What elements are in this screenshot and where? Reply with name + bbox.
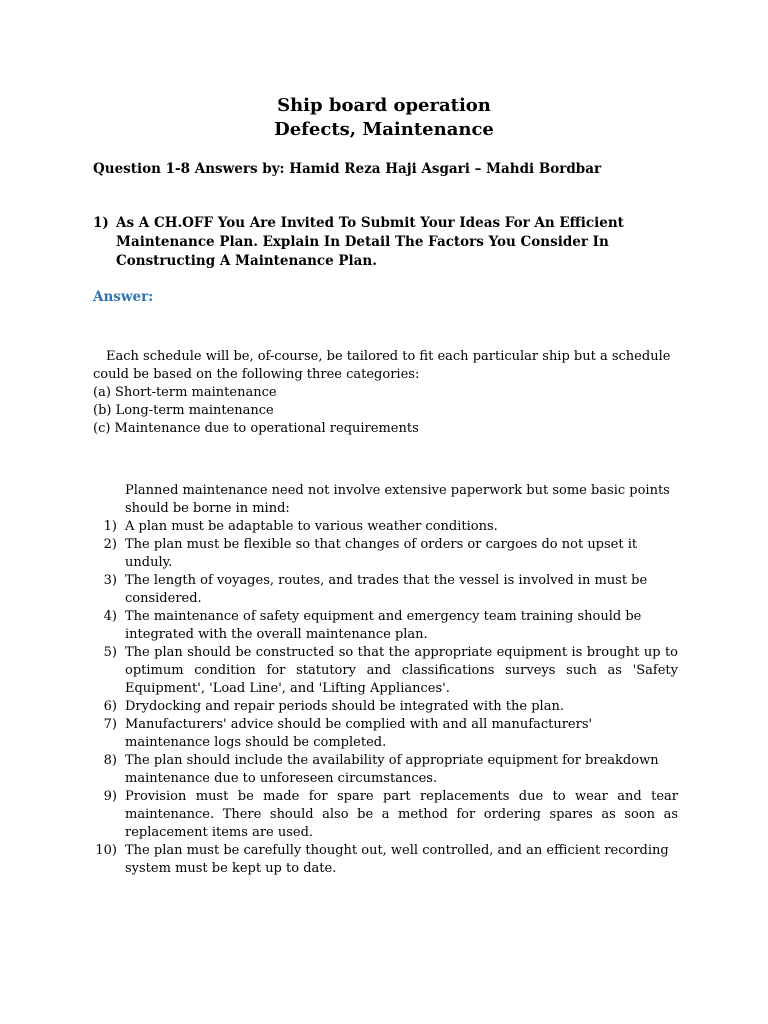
list-item-number: 9) xyxy=(103,789,117,804)
question-text: As A CH.OFF You Are Invited To Submit Your Ideas For An Efficient Maintenance Plan. Explain In Detail The Factors You Consider In Constructing A Maintenance Plan. xyxy=(116,215,624,269)
answer-intro xyxy=(93,348,683,438)
points-intro: Planned maintenance need not involve extensive paperwork but some basic points should be borne in mind: xyxy=(125,483,670,516)
list-item xyxy=(93,842,678,878)
list-item-number: 6) xyxy=(103,699,117,714)
list-item-number: 3) xyxy=(103,573,117,588)
category-item: (a) Short-term maintenance xyxy=(93,385,277,400)
list-item xyxy=(93,572,678,608)
list-item-text: The maintenance of safety equipment and emergency team training should be integrated with the overall maintenance plan. xyxy=(125,609,642,642)
maintenance-points-list xyxy=(93,518,678,878)
list-item-number: 4) xyxy=(103,609,117,624)
list-item-number: 7) xyxy=(103,717,117,732)
answer-label: Answer: xyxy=(93,289,154,305)
question-1 xyxy=(93,214,683,271)
list-item xyxy=(93,608,678,644)
intro-paragraph: Each schedule will be, of-course, be tailored to fit each particular ship but a schedule could be based on the following three categories: xyxy=(93,349,671,382)
list-item-text: Drydocking and repair periods should be integrated with the plan. xyxy=(125,699,564,714)
list-item-text: The plan must be flexible so that changes of orders or cargoes do not upset it unduly. xyxy=(125,537,638,570)
list-item-number: 10) xyxy=(95,843,117,858)
list-item-text: A plan must be adaptable to various weather conditions. xyxy=(125,519,498,534)
list-item xyxy=(93,644,678,698)
list-item xyxy=(93,698,678,716)
answers-byline: Question 1-8 Answers by: Hamid Reza Haji Asgari – Mahdi Bordbar xyxy=(93,161,602,177)
list-item-number: 1) xyxy=(103,519,117,534)
list-item xyxy=(93,518,678,536)
list-item-text: Manufacturers' advice should be complied with and all manufacturers' maintenance logs should be completed. xyxy=(125,717,593,750)
list-item xyxy=(93,752,678,788)
list-item-text: The plan must be carefully thought out, well controlled, and an efficient recording system must be kept up to date. xyxy=(125,843,669,876)
list-item xyxy=(93,716,678,752)
list-item-text: The plan should be constructed so that the appropriate equipment is brought up to optimum condition for statutory and classifications surveys such as 'Safety Equipment', 'Load Line', and 'Lifting Appliances'. xyxy=(125,645,678,696)
question-number: 1) xyxy=(93,215,109,231)
document-title-line-2: Defects, Maintenance xyxy=(274,119,494,140)
category-item: (b) Long-term maintenance xyxy=(93,403,274,418)
list-item-text: The length of voyages, routes, and trades that the vessel is involved in must be considered. xyxy=(125,573,648,606)
list-item-text: Provision must be made for spare part replacements due to wear and tear maintenance. There should also be a method for ordering spares as soon as replacement items are used. xyxy=(125,789,678,840)
list-item-number: 8) xyxy=(103,753,117,768)
list-item xyxy=(93,536,678,572)
list-item-text: The plan should include the availability of appropriate equipment for breakdown maintenance due to unforeseen circumstances. xyxy=(125,753,659,786)
document-title-line-1: Ship board operation xyxy=(277,95,491,116)
list-item-number: 5) xyxy=(103,645,117,660)
list-item xyxy=(93,788,678,842)
category-item: (c) Maintenance due to operational requirements xyxy=(93,421,419,436)
list-item-number: 2) xyxy=(103,537,117,552)
